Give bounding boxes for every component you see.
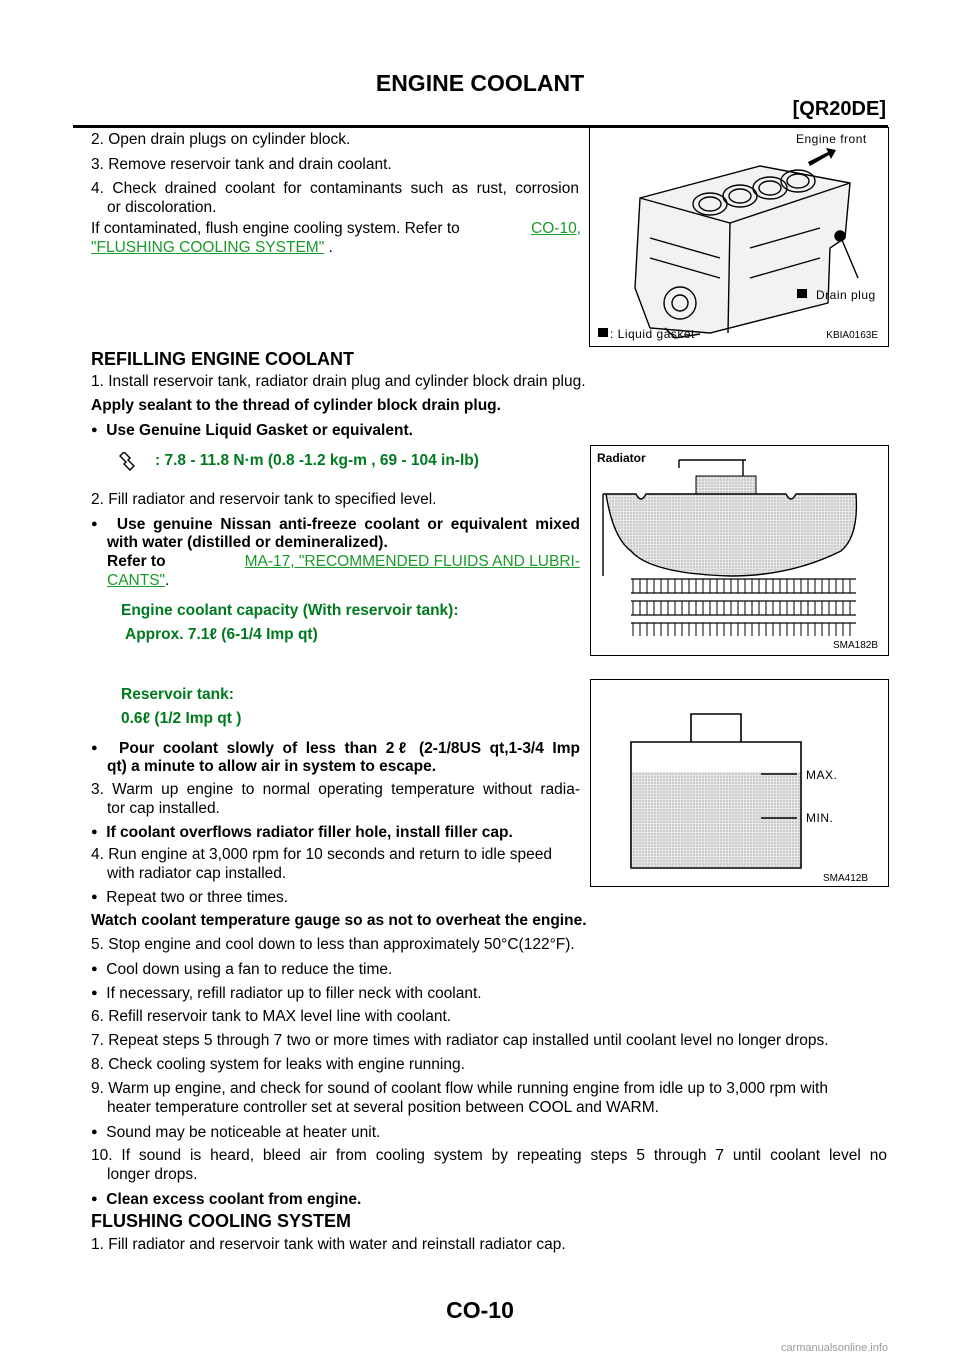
reservoir-value: 0.6ℓ (1/2 Imp qt ) xyxy=(121,710,242,727)
bullet-icon: ● xyxy=(91,742,102,754)
period: . xyxy=(165,572,170,589)
min-label: MIN. xyxy=(806,811,834,825)
gasket-text: Use Genuine Liquid Gasket or equivalent. xyxy=(106,422,413,439)
refill-step-10: 10. If sound is heard, bleed air from cooling system by repeating steps 5 through 7 until coolant level no xyxy=(91,1147,887,1164)
fluids-link-2[interactable]: CANTS" xyxy=(107,572,166,589)
contamination-note-cont xyxy=(91,238,333,258)
repeat-bullet xyxy=(91,887,288,908)
refilling-heading: REFILLING ENGINE COOLANT xyxy=(91,349,354,369)
refill-step-9-cont: heater temperature controller set at several position between COOL and WARM. xyxy=(107,1099,659,1116)
refill-step-5: 5. Stop engine and cool down to less than approximately 50°C(122°F). xyxy=(91,936,575,953)
wrench-icon xyxy=(117,452,139,472)
pour-text: Pour coolant slowly of less than 2ℓ (2-1/8US qt,1-3/4 Imp xyxy=(119,740,580,757)
page-title: ENGINE COOLANT xyxy=(375,70,585,96)
radiator-drawing xyxy=(591,446,888,655)
note-end: . xyxy=(324,239,333,256)
refill-step-4: 4. Run engine at 3,000 rpm for 10 seconds and return to idle speed xyxy=(91,846,552,863)
engine-block-drawing xyxy=(590,128,888,346)
refill-step-9: 9. Warm up engine, and check for sound of coolant flow while running engine from idle up to 3,000 rpm with xyxy=(91,1080,828,1097)
figure-radiator xyxy=(590,445,889,656)
refill-step-8: 8. Check cooling system for leaks with engine running. xyxy=(91,1056,465,1073)
figure-code: KBIA0163E xyxy=(826,330,878,341)
fluids-link[interactable]: MA-17, "RECOMMENDED FLUIDS AND LUBRI- xyxy=(244,553,580,570)
gasket-bullet xyxy=(91,420,413,441)
step-3: 3. Remove reservoir tank and drain coolant. xyxy=(91,156,392,173)
antifreeze-bullet xyxy=(91,514,580,535)
bullet-icon: ● xyxy=(91,518,102,530)
figure-reservoir xyxy=(590,679,889,887)
capacity-label: Engine coolant capacity (With reservoir tank): xyxy=(121,602,459,619)
flushing-link-2[interactable]: "FLUSHING COOLING SYSTEM" xyxy=(91,239,325,256)
bullet-icon: ● xyxy=(91,1126,98,1138)
bullet-icon: ● xyxy=(91,424,98,436)
reservoir-drawing xyxy=(591,680,888,886)
flushing-link[interactable]: CO-10, xyxy=(531,220,581,237)
step-2: 2. Open drain plugs on cylinder block. xyxy=(91,131,351,148)
pour-bullet xyxy=(91,738,580,759)
engine-code: [QR20DE] xyxy=(792,98,886,120)
fan-bullet xyxy=(91,959,392,980)
figure-code: SMA182B xyxy=(832,640,878,651)
figure-code: SMA412B xyxy=(822,873,868,884)
bullet-icon: ● xyxy=(91,987,98,999)
max-label: MAX. xyxy=(806,768,838,782)
engine-front-label: Engine front xyxy=(796,132,867,146)
watermark: carmanualsonline.info xyxy=(780,1342,888,1354)
overflow-text: If coolant overflows radiator filler hole, install filler cap. xyxy=(106,824,513,841)
refer-text: Refer to xyxy=(107,553,166,570)
fluids-reference-cont xyxy=(107,571,169,591)
reservoir-label: Reservoir tank: xyxy=(121,686,234,703)
watch-note: Watch coolant temperature gauge so as not to overheat the engine. xyxy=(91,912,587,929)
step-4: 4. Check drained coolant for contaminants such as rust, corrosion xyxy=(91,180,579,197)
bullet-icon: ● xyxy=(91,891,98,903)
step-4-cont: or discoloration. xyxy=(107,199,217,216)
refill-step-2: 2. Fill radiator and reservoir tank to specified level. xyxy=(91,491,437,508)
figure-engine-block xyxy=(589,127,889,347)
bullet-icon: ● xyxy=(91,826,98,838)
bullet-icon: ● xyxy=(91,1193,98,1205)
refill-step-10-cont: longer drops. xyxy=(107,1166,198,1183)
page-number: CO-10 xyxy=(446,1297,514,1323)
heater-bullet xyxy=(91,1122,380,1143)
refill-step-3-cont: tor cap installed. xyxy=(107,800,220,817)
pour-cont: qt) a minute to allow air in system to escape. xyxy=(107,758,437,775)
clean-bullet xyxy=(91,1189,361,1210)
refill-step-7: 7. Repeat steps 5 through 7 two or more times with radiator cap installed until coolant level no longer drops. xyxy=(91,1032,829,1049)
overflow-bullet xyxy=(91,822,513,843)
repeat-text: Repeat two or three times. xyxy=(106,889,289,906)
sealant-note: Apply sealant to the thread of cylinder block drain plug. xyxy=(91,397,501,414)
clean-text: Clean excess coolant from engine. xyxy=(106,1191,362,1208)
neck-bullet xyxy=(91,983,482,1004)
refill-step-6: 6. Refill reservoir tank to MAX level line with coolant. xyxy=(91,1008,452,1025)
antifreeze-cont: with water (distilled or demineralized). xyxy=(107,534,388,551)
bullet-icon: ● xyxy=(91,963,98,975)
antifreeze-text: Use genuine Nissan anti-freeze coolant or equivalent mixed xyxy=(116,516,581,533)
neck-text: If necessary, refill radiator up to filler neck with coolant. xyxy=(106,985,482,1002)
refill-step-1: 1. Install reservoir tank, radiator drain plug and cylinder block drain plug. xyxy=(91,373,586,390)
drain-plug-label: Drain plug xyxy=(816,288,876,302)
note-text: If contaminated, flush engine cooling system. Refer to xyxy=(91,220,460,237)
flushing-heading: FLUSHING COOLING SYSTEM xyxy=(91,1211,352,1231)
flush-step-1: 1. Fill radiator and reservoir tank with water and reinstall radiator cap. xyxy=(91,1236,566,1253)
fan-text: Cool down using a fan to reduce the time. xyxy=(106,961,393,978)
refill-step-3: 3. Warm up engine to normal operating temperature without radia- xyxy=(91,781,580,798)
fluids-reference xyxy=(107,552,580,572)
contamination-note xyxy=(91,219,581,239)
refill-step-4-cont: with radiator cap installed. xyxy=(107,865,287,882)
torque-spec: : 7.8 - 11.8 N·m (0.8 -1.2 kg-m , 69 - 104 in-lb) xyxy=(155,452,479,469)
liquid-gasket-label: : Liquid gasket xyxy=(610,327,695,341)
heater-text: Sound may be noticeable at heater unit. xyxy=(106,1124,381,1141)
capacity-value: Approx. 7.1ℓ (6-1/4 Imp qt) xyxy=(125,626,318,643)
radiator-label: Radiator xyxy=(597,451,646,465)
